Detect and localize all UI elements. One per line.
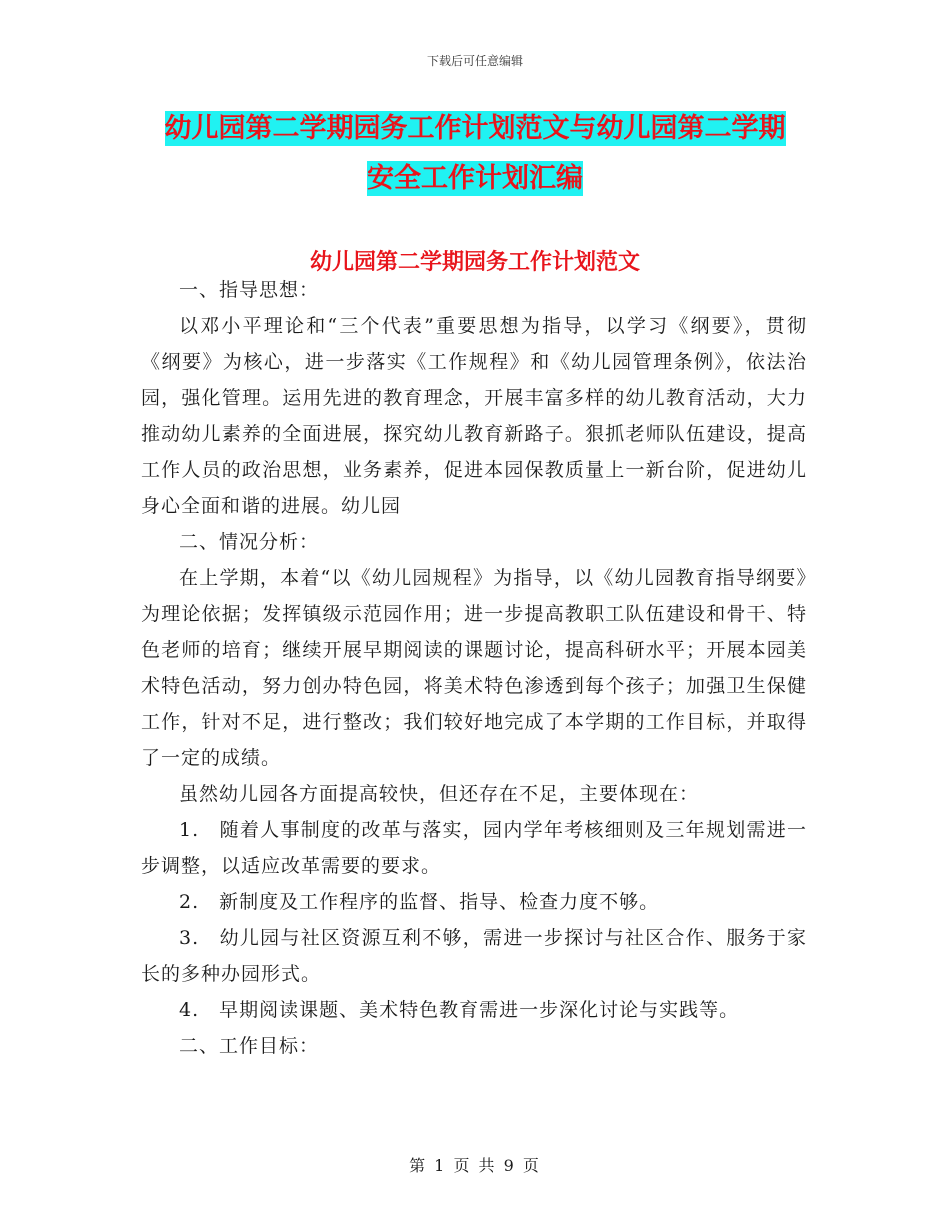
list-item-1: 1. 随着人事制度的改革与落实，园内学年考核细则及三年规划需进一步调整，以适应改革需要的要求。 [141, 819, 807, 877]
document-title [0, 104, 950, 204]
heading-work-goals: 二、工作目标： [179, 1035, 320, 1057]
list-item-2: 2. 新制度及工作程序的监督、指导、检查力度不够。 [179, 891, 660, 913]
document-title-line-2: 安全工作计划汇编 [367, 163, 583, 194]
document-title-line-1: 幼儿园第二学期园务工作计划范文与幼儿园第二学期 [164, 113, 786, 144]
paragraph-shortcomings-intro: 虽然幼儿园各方面提高较快，但还存在不足，主要体现在： [179, 783, 700, 805]
paragraph-situation-analysis: 在上学期，本着“以《幼儿园规程》为指导，以《幼儿园教育指导纲要》为理论依据；发挥镇级示范园作用；进一步提高教职工队伍建设和骨干、特色老师的培育；继续开展早期阅读的课题讨论，提高科研水平；开展本园美术特色活动，努力创办特色园，将美术特色渗透到每个孩子；加强卫生保健工作，针对不足，进行整改；我们较好地完成了本学期的工作目标，并取得了一定的成绩。 [141, 567, 807, 769]
heading-situation-analysis: 二、情况分析： [179, 531, 320, 553]
body-text [141, 272, 807, 1064]
section-title: 幼儿园第二学期园务工作计划范文 [309, 250, 640, 275]
list-item-3: 3. 幼儿园与社区资源互利不够，需进一步探讨与社区合作、服务于家长的多种办园形式。 [141, 927, 807, 985]
list-item-4: 4. 早期阅读课题、美术特色教育需进一步深化讨论与实践等。 [179, 999, 740, 1021]
paragraph-guiding-thought: 以邓小平理论和“三个代表”重要思想为指导，以学习《纲要》，贯彻《纲要》为核心，进一步落实《工作规程》和《幼儿园管理条例》，依法治园，强化管理。运用先进的教育理念，开展丰富多样的幼儿教育活动，大力推动幼儿素养的全面进展，探究幼儿教育新路子。狠抓老师队伍建设，提高工作人员的政治思想，业务素养，促进本园保教质量上一新台阶，促进幼儿身心全面和谐的进展。幼儿园 [141, 315, 807, 517]
page-number: 第 1 页 共 9 页 [409, 1156, 541, 1175]
heading-guiding-thought: 一、指导思想： [179, 279, 320, 301]
header-note: 下载后可任意编辑 [426, 54, 523, 68]
